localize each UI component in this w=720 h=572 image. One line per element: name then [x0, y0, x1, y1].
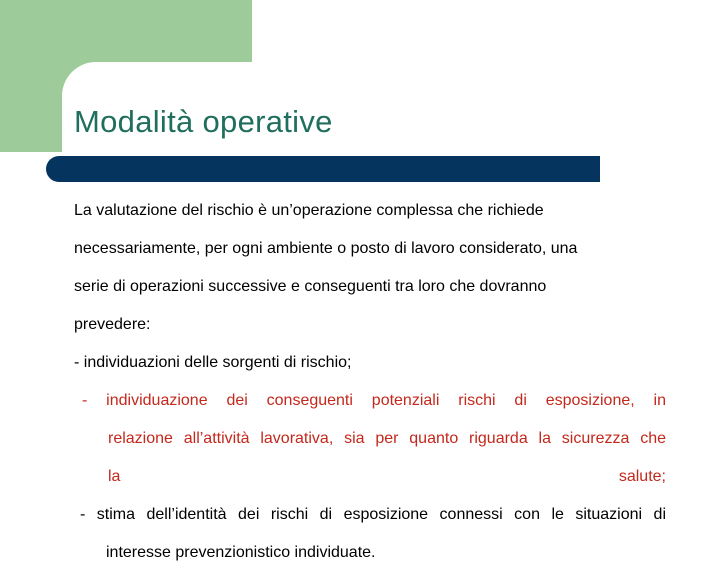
intro-line: La valutazione del rischio è un’operazione complessa che richiede — [74, 202, 544, 219]
bullet-risks — [74, 382, 666, 496]
title-underline-bar — [46, 156, 600, 182]
bullet-text: - stima dell’identità dei rischi di esposizione connessi con le situazioni di — [80, 506, 666, 523]
bullet-text: relazione all’attività lavorativa, sia per quanto riguarda la sicurezza che — [108, 430, 666, 447]
bullet-text: - individuazioni delle sorgenti di rischio; — [74, 354, 352, 371]
intro-paragraph — [74, 192, 666, 344]
bullet-text: la salute; — [108, 468, 666, 485]
bullet-estimate — [74, 496, 666, 572]
slide-body — [74, 192, 666, 572]
slide-title: Modalità operative — [74, 104, 333, 139]
bullet-sources — [74, 344, 666, 382]
intro-line: prevedere: — [74, 316, 151, 333]
bullet-text: - individuazione dei conseguenti potenziali rischi di esposizione, in — [82, 392, 666, 409]
intro-line: serie di operazioni successive e conseguenti tra loro che dovranno — [74, 278, 547, 295]
bullet-text: interesse prevenzionistico individuate. — [106, 544, 376, 561]
intro-line: necessariamente, per ogni ambiente o posto di lavoro considerato, una — [74, 240, 578, 257]
